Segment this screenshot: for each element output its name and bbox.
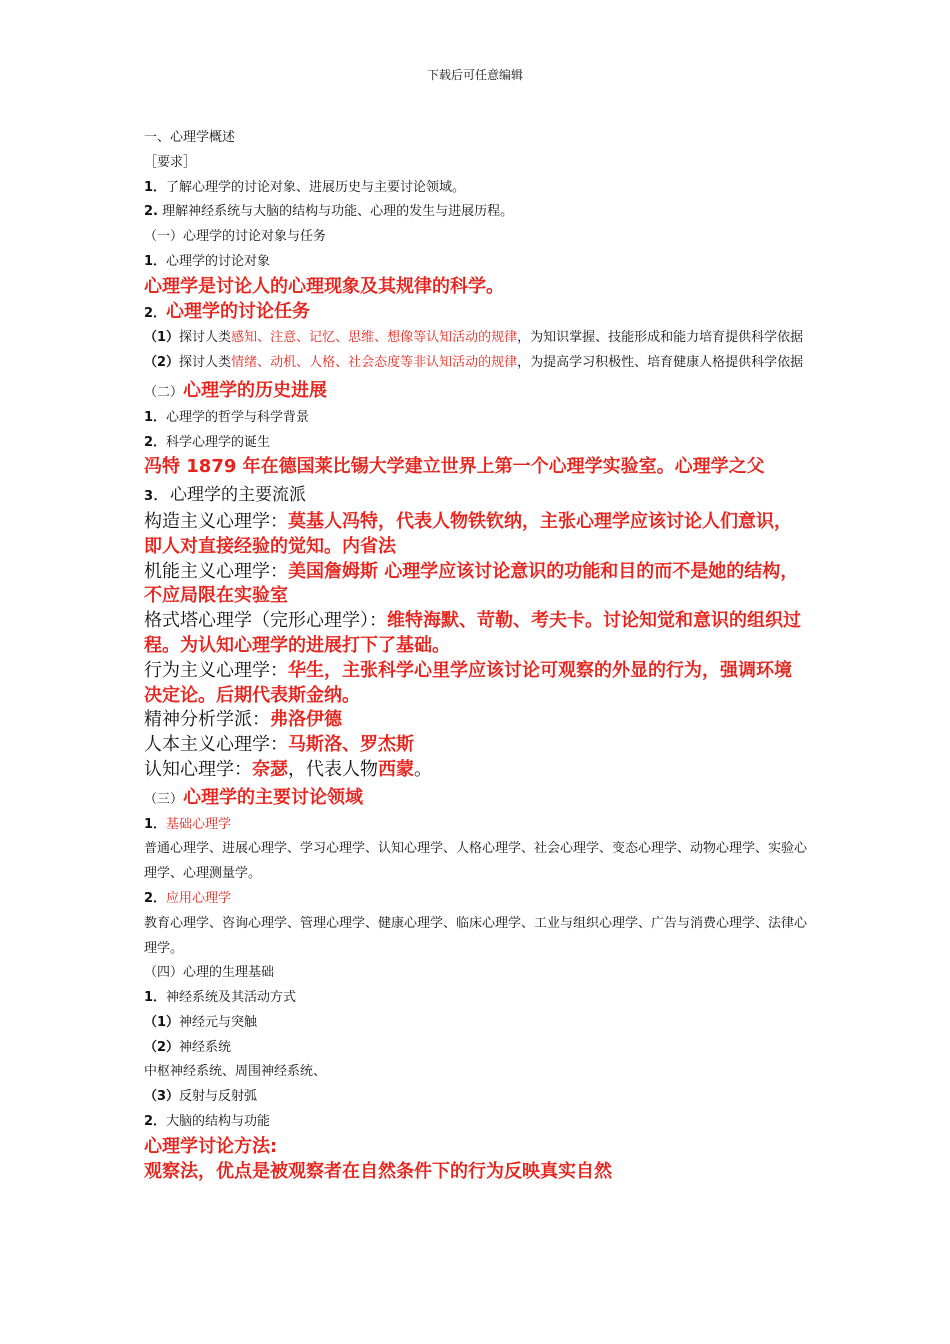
applied-psychology-list: 教育心理学、咨询心理学、管理心理学、健康心理学、临床心理学、工业与组织心理学、广告与消费心理学、法律心理学。 (144, 915, 808, 956)
item-schools: 3．心理学的主要流派 (144, 485, 307, 506)
observation-method: 观察法，优点是被观察者在自然条件下的行为反映真实自然 (144, 1160, 612, 1182)
subsection-heading-1: （一）心理学的讨论对象与任务 (144, 229, 327, 245)
school-humanistic: 人本主义心理学：马斯洛、罗杰斯 (144, 734, 414, 756)
item-research-object: 1．心理学的讨论对象 (144, 253, 271, 269)
methods-heading: 心理学讨论方法: (144, 1135, 278, 1157)
basic-psychology-list: 普通心理学、进展心理学、学习心理学、认知心理学、人格心理学、社会心理学、变态心理学、动物心理学、实验心理学、心理测量学。 (144, 841, 808, 882)
subsection-heading-3: （三）心理学的主要讨论领域 (144, 786, 364, 808)
item-basic-psychology: 1．基础心理学 (144, 816, 232, 832)
subsection-heading-4: （四）心理的生理基础 (144, 965, 275, 981)
item-research-task: 2．心理学的讨论任务 (144, 300, 311, 322)
school-psychoanalysis: 精神分析学派：弗洛伊德 (144, 709, 342, 731)
nervous-point-3: （3）反射与反射弧 (144, 1089, 258, 1105)
definition-highlight: 心理学是讨论人的心理现象及其规律的科学。 (144, 275, 504, 297)
school-behaviorism: 行为主义心理学：华生，主张科学心里学应该讨论可观察的外显的行为，强调环境决定论。后期代表斯金纳。 (144, 659, 792, 706)
requirement-2: 2. 理解神经系统与大脑的结构与功能、心理的发生与进展历程。 (144, 204, 514, 220)
document-body (144, 126, 809, 1184)
task-point-2: （2）探讨人类情绪、动机、人格、社会态度等非认知活动的规律，为提高学习积极性、培育健康人格提供科学依据 (144, 355, 804, 371)
item-birth-of-psychology: 2．科学心理学的诞生 (144, 434, 271, 450)
wundt-highlight: 冯特 1879 年在德国莱比锡大学建立世界上第一个心理学实验室。心理学之父 (144, 456, 765, 478)
item-nervous-system: 1．神经系统及其活动方式 (144, 990, 297, 1006)
nervous-point-1: （1）神经元与突触 (144, 1014, 258, 1030)
requirements-label: ［要求］ (144, 154, 197, 170)
item-philosophy-background: 1．心理学的哲学与科学背景 (144, 409, 310, 425)
section-heading-overview: 一、心理学概述 (144, 130, 236, 145)
task-point-1: （1）探讨人类感知、注意、记忆、思维、想像等认知活动的规律，为知识掌握、技能形成和能力培育提供科学依据 (144, 330, 804, 346)
nervous-system-types: 中枢神经系统、周围神经系统、 (144, 1064, 327, 1080)
school-gestalt: 格式塔心理学（完形心理学）：维特海默、苛勒、考夫卡。讨论知觉和意识的组织过程。为认知心理学的进展打下了基础。 (144, 610, 801, 656)
subsection-heading-2: （二）心理学的历史进展 (144, 379, 328, 401)
nervous-point-2: （2）神经系统 (144, 1039, 232, 1055)
requirement-1: 1．了解心理学的讨论对象、进展历史与主要讨论领域。 (144, 179, 466, 195)
item-brain: 2．大脑的结构与功能 (144, 1114, 271, 1130)
school-functionalism: 机能主义心理学：美国詹姆斯 心理学应该讨论意识的功能和目的而不是她的结构，不应局限在实验室 (144, 560, 799, 607)
school-cognitive: 认知心理学：奈瑟，代表人物西蒙。 (144, 758, 432, 780)
page-header: 下载后可任意编辑 (426, 68, 523, 82)
school-structuralism: 构造主义心理学：莫基人冯特，代表人物铁钦纳，主张心理学应该讨论人们意识，即人对直接经验的觉知。内省法 (144, 510, 792, 557)
item-applied-psychology: 2．应用心理学 (144, 890, 232, 906)
